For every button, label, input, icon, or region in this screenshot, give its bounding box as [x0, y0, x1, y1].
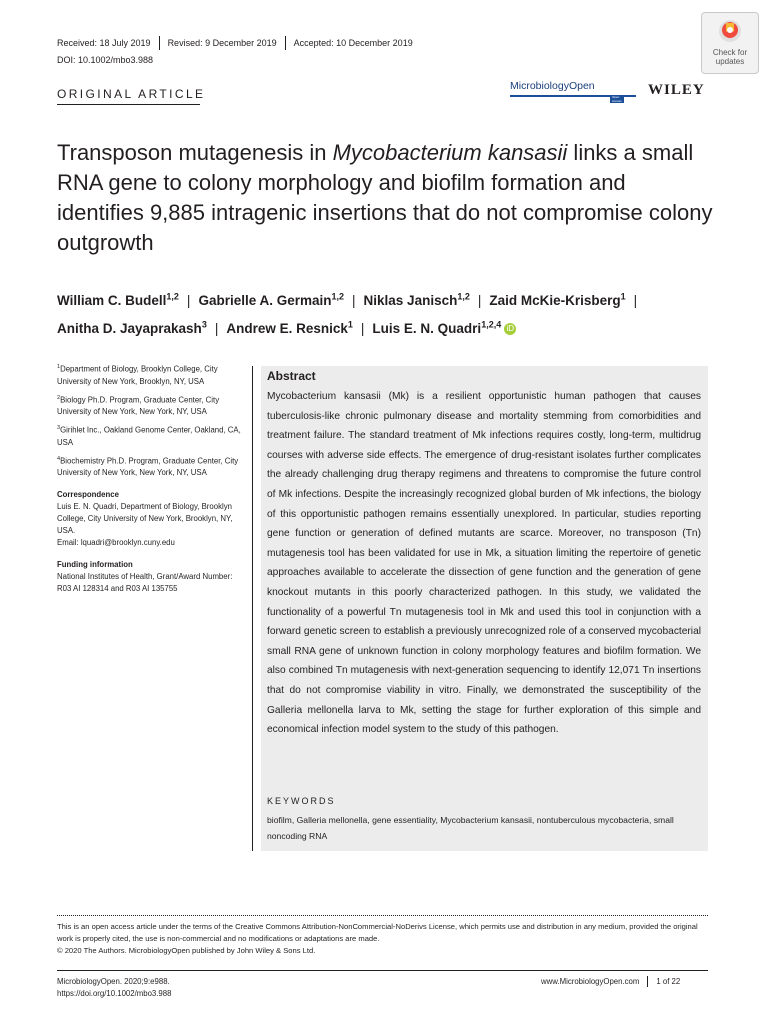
- author-name: Anitha D. Jayaprakash$^3$: [57, 319, 207, 336]
- author-name: Luis E. N. Quadri$^{1,2,4}$: [372, 319, 502, 336]
- title-part2: links a small RNA gene to colony morphology and biofilm formation and identifies 9,885 intragenic insertions that do not compromise colony outgrowth: [57, 140, 713, 255]
- article-type: ORIGINAL ARTICLE: [57, 87, 206, 101]
- abstract-heading: Abstract: [267, 369, 316, 383]
- author-name: Gabrielle A. Germain$^{1,2}$: [198, 291, 345, 308]
- license-text: This is an open access article under the terms of the Creative Commons Attribution-NonCommercial-NoDerivs License, which permits use and distribution in any medium, provided the original work is properly cited, the use is non-commercial and no modifications or adaptations are made.: [57, 922, 698, 943]
- journal-website-link[interactable]: www.MicrobiologyOpen.com: [541, 977, 640, 986]
- article-dates: [57, 36, 413, 50]
- divider: [285, 36, 286, 50]
- correspondence-text: Luis E. N. Quadri, Department of Biology, Brooklyn College, City University of New York, Brooklyn, NY, USA.: [57, 502, 233, 536]
- author-separator: |: [477, 292, 482, 308]
- copyright-text: © 2020 The Authors. MicrobiologyOpen published by John Wiley & Sons Ltd.: [57, 946, 316, 955]
- abstract-text: Mycobacterium kansasii (Mk) is a resilient opportunistic human pathogen that causes tuberculosis-like chronic pulmonary disease and mortality stemming from comorbidities and treatment failure. The standard treatment of Mk infections requires costly, long-term, multidrug courses with adverse side effects. The emergence of drug-resistant isolates further complicates the already challenging drug therapy regimens and threatens to compromise the future control of Mk infections. Despite the increasingly recognized global burden of Mk infections, the biology of this opportunistic pathogen remains essentially unexplored. In particular, studies reporting gene function or generation of defined mutants are scarce. Moreover, no transposon (Tn) mutagenesis tool has been validated for use in Mk, a situation limiting the repertoire of genetic approaches available to accelerate the dissection of gene function and the generation of gene knockout mutants in this poorly characterized pathogen. In this study, we validated the functionality of a powerful Tn mutagenesis tool in Mk and used this tool in conjunction with a forward genetic screen to establish a previously unrecognized role of a conserved mycobacterial small RNA gene of unknown function in colony morphology features and biofilm formation. We also combined Tn mutagenesis with next-generation sequencing to identify 12,071 Tn insertions that do not compromise viability in vitro. Finally, we demonstrated the susceptibility of the Galleria mellonella larva to Mk, setting the stage for further exploration of this simple and economical infection model system to the study of this pathogen.: [267, 391, 701, 736]
- column-divider: [252, 366, 253, 851]
- revised-date: Revised: 9 December 2019: [167, 38, 277, 48]
- author-name: William C. Budell$^{1,2}$: [57, 291, 179, 308]
- footer-divider: [57, 970, 708, 971]
- author-name: Zaid McKie-Krisberg$^1$: [489, 291, 626, 308]
- author-name: Niklas Janisch$^{1,2}$: [363, 291, 470, 308]
- author-separator: |: [214, 321, 219, 336]
- funding-text: National Institutes of Health, Grant/Award Number: R03 AI 128314 and R03 AI 135755: [57, 572, 233, 594]
- doi: DOI: 10.1002/mbo3.988: [57, 55, 154, 65]
- author-separator: |: [186, 292, 191, 308]
- keywords-text: biofilm, Galleria mellonella, gene essentiality, Mycobacterium kansasii, nontuberculous mycobacteria, small noncoding RNA: [267, 815, 674, 841]
- keywords-heading: KEYWORDS: [267, 796, 336, 806]
- footer-right: [541, 976, 680, 987]
- publisher-logo: WILEY: [648, 82, 705, 98]
- open-access-label: Open Access: [612, 95, 622, 103]
- affiliation: $^4$Biochemistry Ph.D. Program, Graduate Center, City University of New York, New York, NY, USA: [57, 455, 239, 478]
- article-type-underline: [57, 104, 200, 105]
- accepted-date: Accepted: 10 December 2019: [293, 38, 413, 48]
- divider: [159, 36, 160, 50]
- author-separator: |: [633, 292, 638, 308]
- check-updates-line1: Check for: [712, 48, 748, 57]
- check-updates-line2: updates: [715, 57, 745, 66]
- title-part1: Transposon mutagenesis in: [57, 140, 333, 165]
- affiliation: $^1$Department of Biology, Brooklyn College, City University of New York, Brooklyn, NY, USA: [57, 364, 218, 386]
- funding-heading: Funding information: [57, 560, 133, 570]
- author-separator: |: [360, 321, 365, 336]
- doi-link[interactable]: https://doi.org/10.1002/mbo3.988: [57, 989, 172, 998]
- journal-logo: [510, 80, 622, 103]
- footer-citation-block: [57, 976, 171, 1000]
- correspondence-heading: Correspondence: [57, 490, 119, 500]
- license-divider: [57, 915, 708, 916]
- title-italic: Mycobacterium kansasii: [332, 140, 568, 165]
- journal-citation: MicrobiologyOpen. 2020;9:e988.: [57, 977, 170, 986]
- page-number: 1 of 22: [656, 977, 681, 986]
- affiliation: $^3$Girihlet Inc., Oakland Genome Center, Oakland, CA, USA: [57, 425, 241, 447]
- check-for-updates-badge[interactable]: [701, 12, 759, 74]
- article-info-column: [57, 361, 247, 595]
- received-date: Received: 18 July 2019: [57, 38, 151, 48]
- crossmark-icon: [717, 18, 743, 46]
- correspondence-email[interactable]: Email: lquadri@brooklyn.cuny.edu: [57, 538, 175, 548]
- journal-name: MicrobiologyOpen: [510, 80, 595, 92]
- divider: [647, 976, 648, 987]
- affiliation: $^2$Biology Ph.D. Program, Graduate Center, City University of New York, New York, NY, USA: [57, 394, 220, 417]
- license-block: [57, 921, 708, 957]
- author-separator: |: [352, 292, 356, 308]
- orcid-icon[interactable]: iD: [504, 323, 516, 335]
- author-name: Andrew E. Resnick$^1$: [226, 319, 353, 336]
- article-title: [57, 138, 717, 258]
- author-list: [57, 284, 727, 341]
